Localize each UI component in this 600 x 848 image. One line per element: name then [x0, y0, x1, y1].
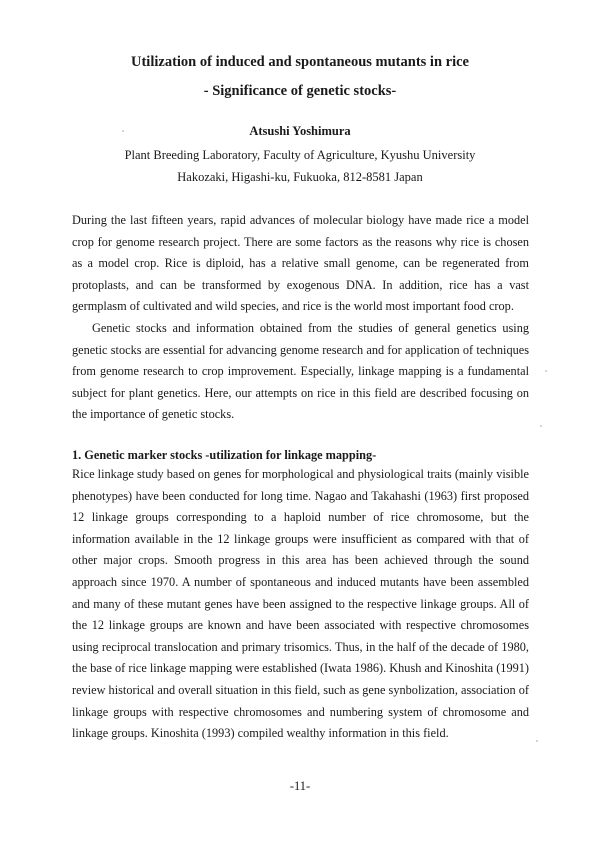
paper-subtitle: - Significance of genetic stocks-	[203, 83, 397, 99]
scan-speck	[122, 130, 124, 132]
intro-paragraph-2: Genetic stocks and information obtained from the studies of general genetics using genetic stocks are essential for advancing genome research and for application of techniques from genome research to crop improvement. Especially, linkage mapping is a fundamental subject for plant genetics. Here, our attempts on rice in this field are described focusing on the importance of genetic stocks.	[72, 321, 529, 422]
scan-speck	[536, 740, 538, 742]
affiliation-line-2: Hakozaki, Higashi-ku, Fukuoka, 812-8581 Japan	[177, 170, 423, 184]
scan-speck	[545, 370, 547, 372]
section-paragraph: Rice linkage study based on genes for morphological and physiological traits (mainly visible phenotypes) have been conducted for long time. Nagao and Takahashi (1963) first proposed 12 linkage groups corresponding to a haploid number of rice chromosome, but the information available in the 12 linkage groups were insufficient as compared with that of other major crops. Smooth progress in this area has been achieved through the sound approach since 1970. A number of spontaneous and induced mutants have been assembled and many of these mutant genes have been assigned to the respective linkage groups. All of the 12 linkage groups are known and have been associated with respective chromosomes using reciprocal translocation and primary trisomics. Thus, in the half of the decade of 1980, the base of rice linkage mapping were established (Iwata 1986). Khush and Kinoshita (1991) review historical and overall situation in this field, such as gene synbolization, association of linkage groups with respective chromosomes and numbering system of chromosome and linkage groups. Kinoshita (1993) compiled wealthy information in this field.	[72, 467, 529, 741]
section-heading: 1. Genetic marker stocks -utilization for linkage mapping-	[72, 448, 377, 462]
page-number: -11-	[289, 779, 311, 793]
author-name: Atsushi Yoshimura	[249, 124, 351, 138]
paper-title: Utilization of induced and spontaneous mutants in rice	[131, 54, 469, 70]
scan-speck	[540, 425, 542, 427]
intro-paragraph-1: During the last fifteen years, rapid advances of molecular biology have made rice a model crop for genome research project. There are some factors as the reasons why rice is chosen as a model crop. Rice is diploid, has a relative small genome, can be regenerated from protoplasts, and can be transformed by exogenous DNA. In addition, rice has a vast germplasm of cultivated and wild species, and rice is the world most important food crop.	[72, 213, 529, 314]
affiliation-line-1: Plant Breeding Laboratory, Faculty of Agriculture, Kyushu University	[124, 148, 476, 162]
